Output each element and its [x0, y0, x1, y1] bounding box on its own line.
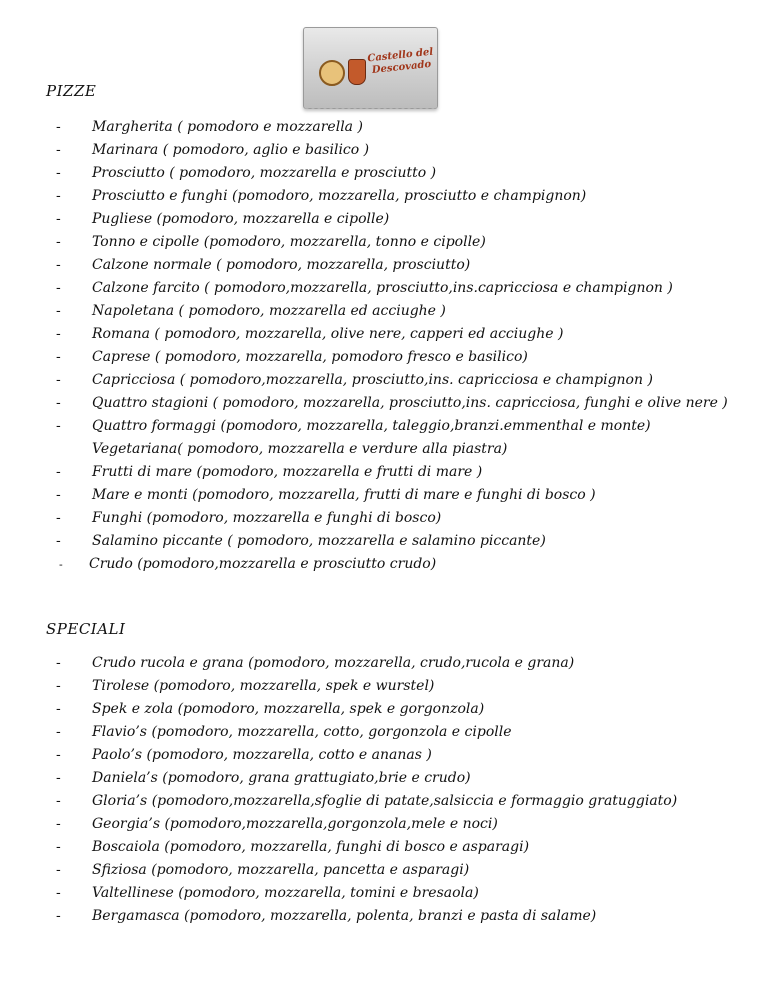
bullet-dash: - [59, 558, 63, 571]
menu-item [56, 813, 756, 836]
menu-item-text: Daniela’s (pomodoro, grana grattugiato,brie e crudo) [92, 770, 471, 786]
bullet-dash: - [56, 678, 61, 694]
bullet-dash: - [56, 142, 61, 158]
bullet-dash: - [56, 119, 61, 135]
restaurant-logo [303, 27, 438, 109]
menu-item [56, 790, 756, 813]
menu-item-text: Margherita ( pomodoro e mozzarella ) [92, 119, 363, 135]
section-title-speciali: SPECIALI [46, 620, 126, 638]
menu-item-text: Paolo’s (pomodoro, mozzarella, cotto e ananas ) [92, 747, 432, 763]
menu-item-text: Caprese ( pomodoro, mozzarella, pomodoro fresco e basilico) [92, 349, 528, 365]
menu-item-text: Flavio’s (pomodoro, mozzarella, cotto, gorgonzola e cipolle [92, 724, 512, 740]
menu-item [56, 698, 756, 721]
menu-item [56, 461, 756, 484]
bullet-dash: - [56, 188, 61, 204]
bullet-dash: - [56, 839, 61, 855]
menu-item-text: Calzone farcito ( pomodoro,mozzarella, prosciutto,ins.capricciosa e champignon ) [92, 280, 673, 296]
bullet-dash: - [56, 701, 61, 717]
bullet-dash: - [56, 885, 61, 901]
crest-icon [319, 60, 345, 86]
menu-item-text: Boscaiola (pomodoro, mozzarella, funghi di bosco e asparagi) [92, 839, 530, 855]
speciali-list [56, 652, 756, 928]
menu-item-text: Napoletana ( pomodoro, mozzarella ed acciughe ) [92, 303, 446, 319]
menu-item [56, 905, 756, 928]
menu-item-text: Georgia’s (pomodoro,mozzarella,gorgonzola,mele e noci) [92, 816, 498, 832]
menu-item-text: Marinara ( pomodoro, aglio e basilico ) [92, 142, 370, 158]
menu-item-text: Romana ( pomodoro, mozzarella, olive nere, capperi ed acciughe ) [92, 326, 564, 342]
menu-item [56, 675, 756, 698]
menu-item-text: Mare e monti (pomodoro, mozzarella, frutti di mare e funghi di bosco ) [92, 487, 596, 503]
shield-icon [348, 59, 366, 85]
menu-item [56, 162, 756, 185]
menu-item [56, 859, 756, 882]
menu-item [56, 415, 756, 461]
menu-item [56, 139, 756, 162]
menu-item-text: Prosciutto e funghi (pomodoro, mozzarella, prosciutto e champignon) [92, 188, 587, 204]
menu-item [56, 882, 756, 905]
bullet-dash: - [56, 724, 61, 740]
menu-item-text: Tonno e cipolle (pomodoro, mozzarella, tonno e cipolle) [92, 234, 486, 250]
section-title-pizze: PIZZE [46, 82, 97, 100]
menu-item-continuation: Vegetariana( pomodoro, mozzarella e verdure alla piastra) [92, 441, 508, 457]
bullet-dash: - [56, 211, 61, 227]
menu-item [56, 277, 756, 300]
menu-item-text: Calzone normale ( pomodoro, mozzarella, prosciutto) [92, 257, 471, 273]
bullet-dash: - [56, 349, 61, 365]
menu-item [56, 507, 756, 530]
menu-item [56, 369, 756, 392]
menu-item [56, 392, 756, 415]
bullet-dash: - [56, 533, 61, 549]
menu-item [56, 530, 756, 553]
logo-text: Castello del Descovado [366, 46, 434, 77]
bullet-dash: - [56, 234, 61, 250]
menu-item [56, 652, 756, 675]
menu-item-text: Funghi (pomodoro, mozzarella e funghi di bosco) [92, 510, 442, 526]
menu-item [56, 208, 756, 231]
menu-item [56, 767, 756, 790]
menu-item [56, 323, 756, 346]
menu-item [56, 300, 756, 323]
bullet-dash: - [56, 464, 61, 480]
bullet-dash: - [56, 395, 61, 411]
bullet-dash: - [56, 655, 61, 671]
bullet-dash: - [56, 165, 61, 181]
bullet-dash: - [56, 816, 61, 832]
menu-item-text: Pugliese (pomodoro, mozzarella e cipolle) [92, 211, 390, 227]
menu-item [56, 346, 756, 369]
menu-item-text: Bergamasca (pomodoro, mozzarella, polenta, branzi e pasta di salame) [92, 908, 597, 924]
pizze-list [56, 116, 756, 576]
bullet-dash: - [56, 280, 61, 296]
menu-item-text: Crudo (pomodoro,mozzarella e prosciutto crudo) [89, 556, 437, 572]
bullet-dash: - [56, 257, 61, 273]
menu-item-text: Spek e zola (pomodoro, mozzarella, spek e gorgonzola) [92, 701, 485, 717]
menu-item-text: Frutti di mare (pomodoro, mozzarella e frutti di mare ) [92, 464, 483, 480]
bullet-dash: - [56, 326, 61, 342]
menu-item [56, 116, 756, 139]
menu-item [56, 231, 756, 254]
bullet-dash: - [56, 770, 61, 786]
bullet-dash: - [56, 862, 61, 878]
bullet-dash: - [56, 908, 61, 924]
menu-item-text: Prosciutto ( pomodoro, mozzarella e prosciutto ) [92, 165, 437, 181]
bullet-dash: - [56, 418, 61, 434]
menu-item-text: Sfiziosa (pomodoro, mozzarella, pancetta e asparagi) [92, 862, 470, 878]
menu-item-text: Quattro formaggi (pomodoro, mozzarella, taleggio,branzi.emmenthal e monte) [92, 418, 651, 434]
bullet-dash: - [56, 372, 61, 388]
bullet-dash: - [56, 303, 61, 319]
menu-item [56, 836, 756, 859]
menu-item [56, 744, 756, 767]
menu-item-text: Valtellinese (pomodoro, mozzarella, tomini e bresaola) [92, 885, 479, 901]
menu-item-text: Tirolese (pomodoro, mozzarella, spek e wurstel) [92, 678, 435, 694]
menu-item-text: Quattro stagioni ( pomodoro, mozzarella, prosciutto,ins. capricciosa, funghi e olive nere ) [92, 395, 728, 411]
menu-item [56, 553, 756, 576]
menu-item [56, 185, 756, 208]
bullet-dash: - [56, 793, 61, 809]
menu-item-text: Gloria’s (pomodoro,mozzarella,sfoglie di patate,salsiccia e formaggio gratuggiato) [92, 793, 678, 809]
menu-item-text: Crudo rucola e grana (pomodoro, mozzarella, crudo,rucola e grana) [92, 655, 575, 671]
menu-item-text: Capricciosa ( pomodoro,mozzarella, prosciutto,ins. capricciosa e champignon ) [92, 372, 653, 388]
menu-item [56, 254, 756, 277]
menu-item [56, 721, 756, 744]
bullet-dash: - [56, 487, 61, 503]
bullet-dash: - [56, 747, 61, 763]
menu-item-text: Salamino piccante ( pomodoro, mozzarella e salamino piccante) [92, 533, 546, 549]
menu-item [56, 484, 756, 507]
bullet-dash: - [56, 510, 61, 526]
